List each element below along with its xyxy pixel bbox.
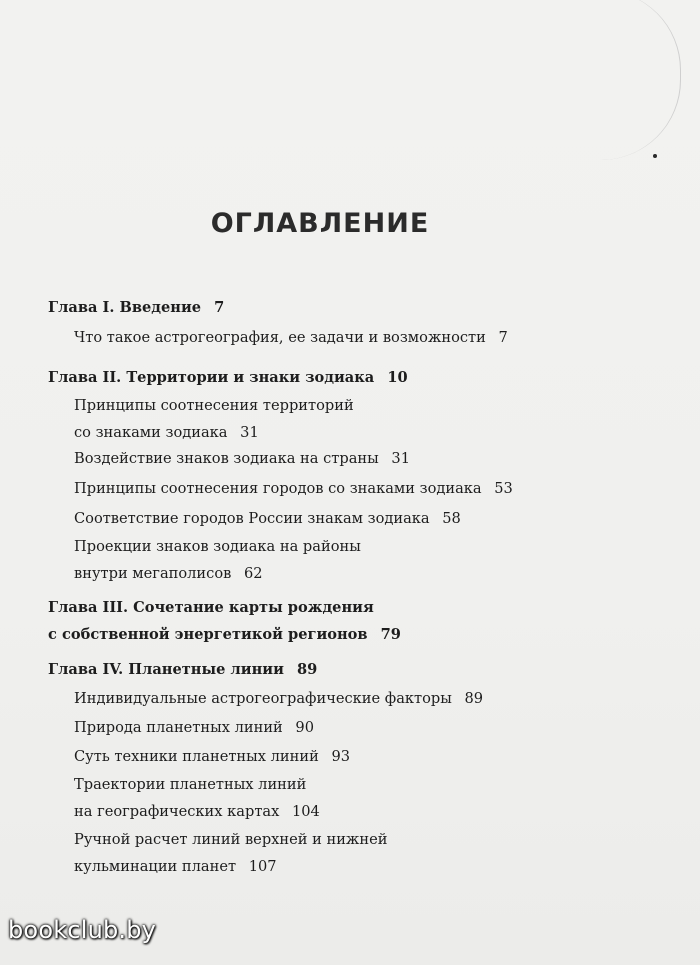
toc-chapter-4 bbox=[48, 656, 584, 683]
toc-page-number: 62 bbox=[243, 565, 263, 582]
toc-page-number: 7 bbox=[214, 299, 225, 316]
toc-page-number: 89 bbox=[464, 690, 484, 707]
toc-chapter-1 bbox=[48, 294, 584, 321]
toc-entry-title: Индивидуальные астрогеографические факторы bbox=[74, 690, 452, 707]
toc-section bbox=[74, 771, 584, 825]
toc-entry-title: Воздействие знаков зодиака на страны bbox=[74, 450, 379, 467]
toc-page-number: 89 bbox=[297, 661, 318, 678]
toc-page-number: 90 bbox=[295, 719, 314, 736]
toc-section bbox=[74, 324, 584, 351]
toc-chapter-2 bbox=[48, 364, 584, 391]
toc-page-number: 7 bbox=[498, 329, 508, 346]
toc-entry-title-line1: Глава III. Сочетание карты рождения bbox=[48, 599, 374, 616]
toc-entry-title: кульминации планет bbox=[74, 858, 237, 875]
toc-page-number: 107 bbox=[248, 858, 277, 875]
toc-entry-title: Природа планетных линий bbox=[74, 719, 283, 736]
toc-entry-title: внутри мегаполисов bbox=[74, 565, 232, 582]
toc-page-number: 58 bbox=[442, 510, 461, 527]
toc-page-number: 93 bbox=[331, 748, 351, 765]
toc-entry-title: со знаками зодиака bbox=[74, 424, 228, 441]
toc-page-number: 31 bbox=[391, 450, 410, 467]
toc-entry-title-line1: Ручной расчет линий верхней и нижней bbox=[74, 831, 388, 848]
toc-entry-title: на географических картах bbox=[74, 803, 280, 820]
toc-page-number: 31 bbox=[240, 424, 259, 441]
toc-entry-title: Глава IV. Планетные линии bbox=[48, 661, 284, 678]
toc-chapter-3 bbox=[48, 594, 584, 648]
toc-page-number: 79 bbox=[380, 626, 401, 643]
toc-entry-title: Принципы соотнесения городов со знаками зодиака bbox=[74, 480, 482, 497]
toc-section bbox=[74, 714, 584, 741]
toc-section bbox=[74, 743, 584, 770]
site-watermark: bookclub.by bbox=[8, 916, 157, 944]
toc-section bbox=[74, 392, 584, 446]
toc-entry-title-line1: Принципы соотнесения территорий bbox=[74, 397, 354, 414]
page-title: ОГЛАВЛЕНИЕ bbox=[210, 208, 430, 239]
toc-entry-title-line1: Проекции знаков зодиака на районы bbox=[74, 538, 361, 555]
toc-section bbox=[74, 505, 584, 532]
toc-page-number: 104 bbox=[291, 803, 320, 820]
toc-entry-title: Что такое астрогеография, ее задачи и возможности bbox=[74, 329, 486, 346]
toc-entry-title: Суть техники планетных линий bbox=[74, 748, 319, 765]
toc-entry-title: с собственной энергетикой регионов bbox=[48, 626, 368, 643]
toc-section bbox=[74, 826, 584, 880]
toc-entry-title: Глава I. Введение bbox=[48, 299, 202, 316]
toc-entry-title-line1: Траектории планетных линий bbox=[74, 776, 307, 793]
toc-section bbox=[74, 533, 584, 587]
toc-section bbox=[74, 445, 584, 472]
toc-entry-title: Глава II. Территории и знаки зодиака bbox=[48, 369, 375, 386]
toc-section bbox=[74, 475, 584, 502]
toc-entry-title: Соответствие городов России знакам зодиака bbox=[74, 510, 430, 527]
toc-page-number: 53 bbox=[494, 480, 513, 497]
toc-page-number: 10 bbox=[387, 369, 408, 386]
toc-section bbox=[74, 685, 584, 712]
